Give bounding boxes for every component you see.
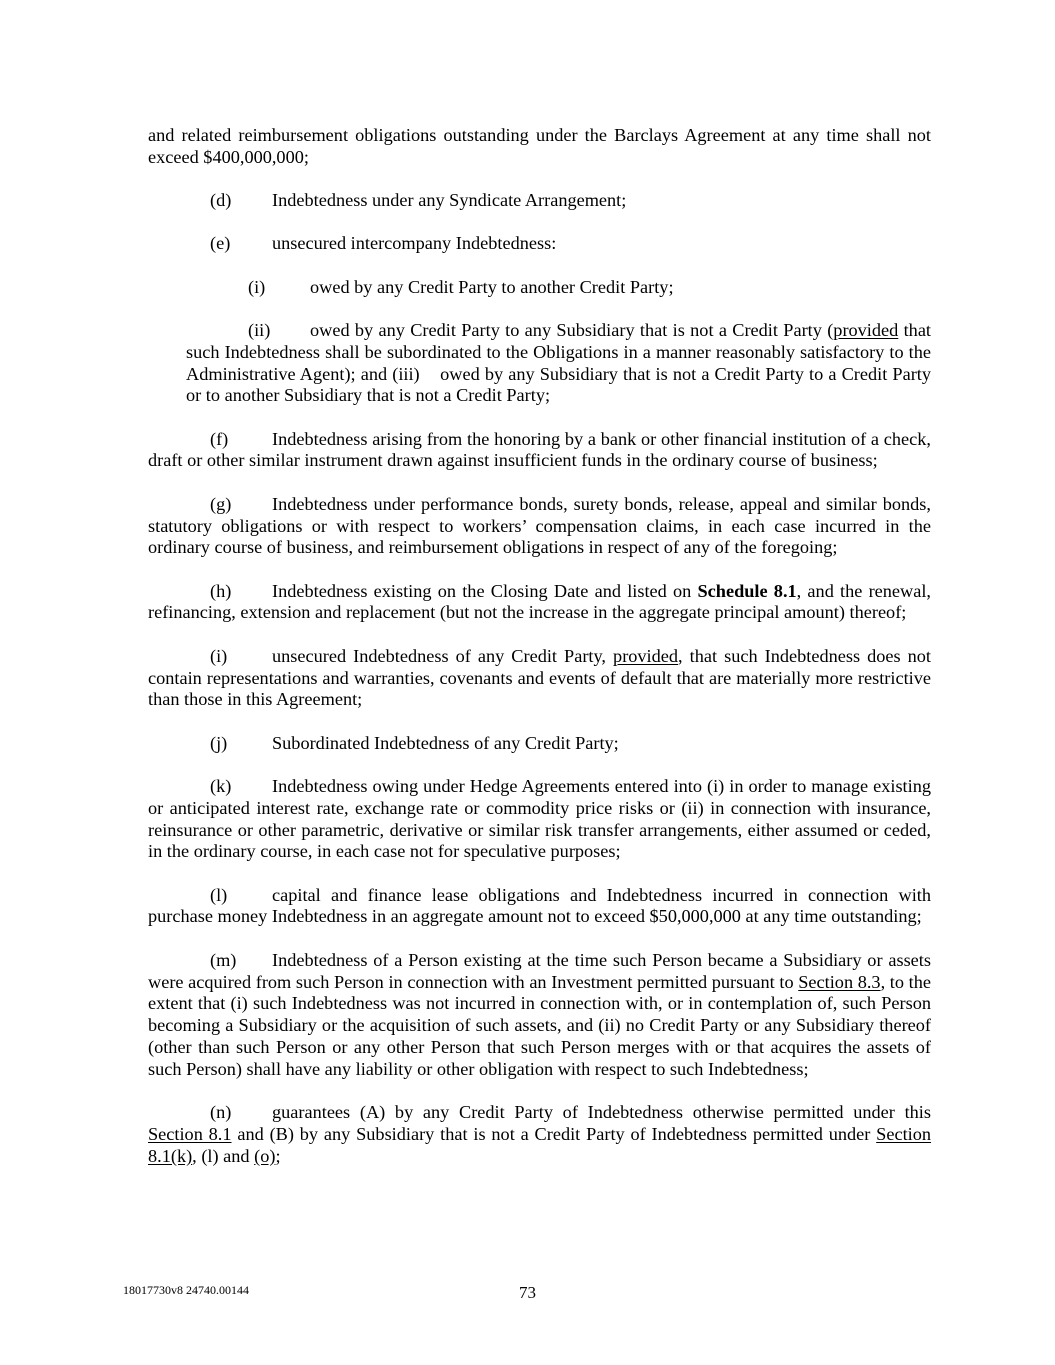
- clause-n-label: (n): [210, 1102, 232, 1122]
- clause-d-label: (d): [210, 190, 232, 211]
- clause-l-text: capital and finance lease obligations and Indebtedness incurred in connection with purchase money Indebtedness in an aggregate amount not to exceed $50,000,000 at any time outstanding;: [148, 884, 931, 927]
- clause-e-ii-text-c: owed by any Subsidiary that is not a Credit Party to a Credit Party or to another Subsidiary that is not a Credit Party;: [186, 363, 932, 406]
- clause-d: [148, 190, 931, 212]
- clause-j-label: (j): [210, 732, 228, 753]
- clause-i-label: (i): [210, 645, 228, 666]
- clause-e-ii-label: (ii): [248, 319, 271, 340]
- intro-paragraph: [148, 125, 931, 169]
- clause-h-text-b: , and the renewal, refinancing, extension and replacement (but not the increase in the aggregate principal amount) thereof;: [148, 580, 932, 623]
- clause-h-label: (h): [210, 580, 232, 601]
- clause-f-label: (f): [210, 428, 229, 449]
- clause-g-text: Indebtedness under performance bonds, surety bonds, release, appeal and similar bonds, statutory obligations or with respect to workers’ compensation claims, in each case incurred in the ordinary course of business, and reimbursement obligations in respect of any of the foregoing;: [148, 493, 931, 558]
- clause-n-text-c: , (l) and: [192, 1145, 255, 1166]
- section-link: Section 8.1(k): [148, 1123, 932, 1166]
- section-link: (o): [254, 1145, 276, 1166]
- clause-e-label: (e): [210, 233, 231, 254]
- clause-e-ii-text-a: owed by any Credit Party to any Subsidiary that is not a Credit Party (: [310, 319, 834, 340]
- clause-l-label: (l): [210, 884, 228, 905]
- clause-k: [148, 776, 931, 863]
- document-body: [148, 125, 931, 1189]
- page-number: 73: [519, 1283, 536, 1302]
- provided-link: provided: [833, 319, 899, 340]
- schedule-reference: Schedule 8.1: [697, 580, 797, 601]
- section-link: Section 8.1: [148, 1123, 232, 1144]
- clause-e-text: unsecured intercompany Indebtedness:: [272, 233, 557, 254]
- clause-n: [148, 1102, 931, 1167]
- clause-j-text: Subordinated Indebtedness of any Credit Party;: [272, 732, 619, 753]
- clause-m-text-a: Indebtedness of a Person existing at the time such Person became a Subsidiary or assets were acquired from such Person in connection with an Investment permitted pursuant to: [148, 949, 931, 992]
- clause-j: [148, 733, 931, 755]
- clause-g: [148, 494, 931, 559]
- clause-l: [148, 885, 931, 929]
- clause-k-text: Indebtedness owing under Hedge Agreements entered into (i) in order to manage existing or anticipated interest rate, exchange rate or commodity price risks or (ii) in connection with insurance, reinsurance or other parametric, derivative or similar risk transfer arrangements, either assumed or ceded, in the ordinary course, in each case not for speculative purposes;: [148, 775, 931, 862]
- intro-text: and related reimbursement obligations outstanding under the Barclays Agreement at any time shall not exceed $400,000,000;: [148, 125, 931, 167]
- clause-h-text-a: Indebtedness existing on the Closing Date and listed on: [272, 580, 698, 601]
- clause-i-text-a: unsecured Indebtedness of any Credit Party,: [272, 645, 614, 666]
- clause-n-text-d: ;: [275, 1145, 281, 1166]
- clause-f: [148, 429, 931, 473]
- clause-h: [148, 581, 931, 625]
- clause-m-label: (m): [210, 949, 237, 970]
- clause-e-ii-text-b: that such Indebtedness shall be subordinated to the Obligations in a manner reasonably satisfactory to the Administrative Agent); and (iii): [186, 319, 932, 384]
- clause-m-text-b: , to the extent that (i) such Indebtedness was not incurred in connection with, or in contemplation of, such Person becoming a Subsidiary or the acquisition of such assets, and (ii) no Credit Party or any Subsidiary thereof (other than such Person or any other Person that such Person merges with or that acquires the assets of such Person) shall have any liability or other obligation with respect to such Indebtedness;: [148, 971, 931, 1079]
- clause-e: [148, 233, 931, 255]
- clause-e-i-label: (i): [248, 276, 266, 297]
- provided-link: provided: [613, 645, 679, 666]
- clause-i: [148, 646, 931, 711]
- clause-k-label: (k): [210, 775, 232, 796]
- clause-g-label: (g): [210, 493, 232, 514]
- clause-e-ii: [186, 320, 931, 407]
- clause-e-i: [148, 277, 931, 299]
- clause-e-i-text: owed by any Credit Party to another Credit Party;: [310, 276, 674, 297]
- section-link: Section 8.3: [798, 971, 881, 992]
- clause-n-text-b: and (B) by any Subsidiary that is not a Credit Party of Indebtedness permitted under: [231, 1123, 877, 1144]
- clause-d-text: Indebtedness under any Syndicate Arrangement;: [272, 190, 627, 211]
- clause-n-text-a: guarantees (A) by any Credit Party of Indebtedness otherwise permitted under this: [272, 1102, 931, 1122]
- clause-f-text: Indebtedness arising from the honoring by a bank or other financial institution of a check, draft or other similar instrument drawn against insufficient funds in the ordinary course of business;: [148, 428, 931, 471]
- clause-i-text-b: , that such Indebtedness does not contain representations and warranties, covenants and events of default that are materially more restrictive than those in this Agreement;: [148, 645, 932, 710]
- document-id: 18017730v8 24740.00144: [123, 1283, 249, 1297]
- clause-m: [148, 950, 931, 1081]
